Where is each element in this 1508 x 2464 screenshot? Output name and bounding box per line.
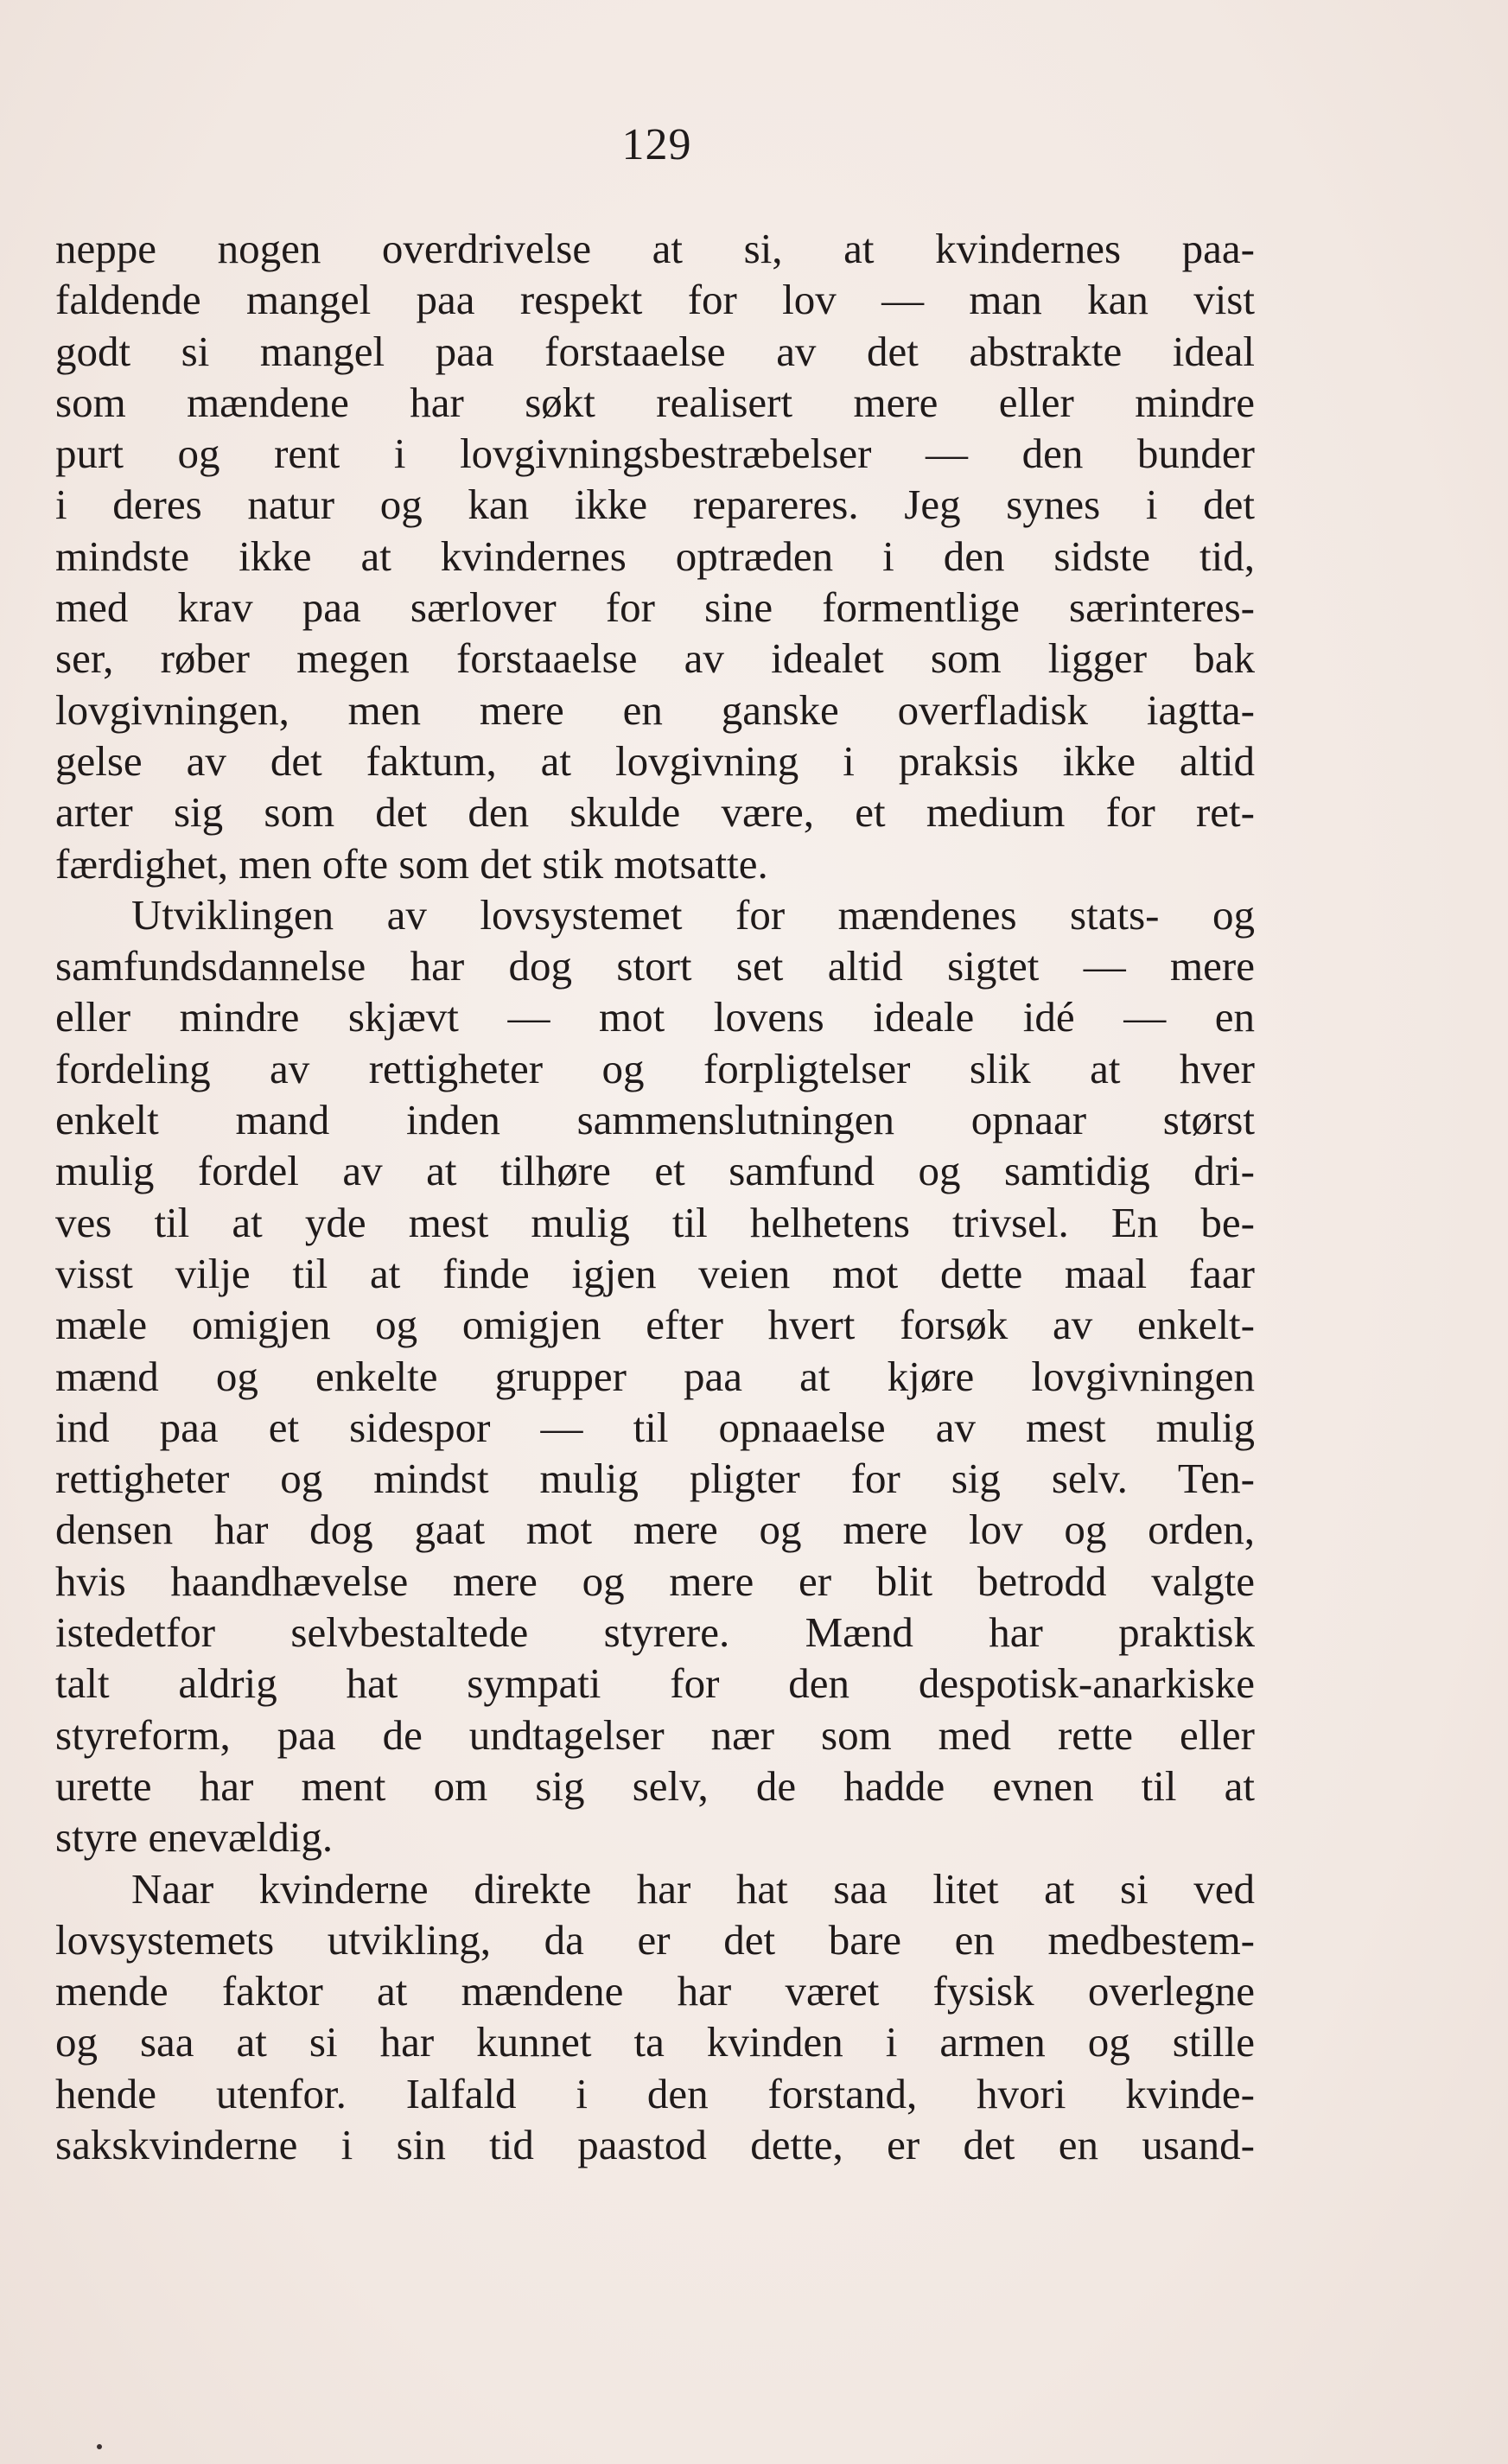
text-line: talt aldrig hat sympati for den despotisk-anarkiske bbox=[55, 1659, 1255, 1708]
text-line: ind paa et sidespor — til opnaaelse av mest mulig bbox=[55, 1403, 1255, 1451]
text-line: godt si mangel paa forstaaelse av det abstrakte ideal bbox=[55, 327, 1255, 375]
text-line: urette har ment om sig selv, de hadde evnen til at bbox=[55, 1761, 1255, 1810]
text-line: mindste ikke at kvindernes optræden i den sidste tid, bbox=[55, 532, 1255, 580]
text-line: lovsystemets utvikling, da er det bare en medbestem- bbox=[55, 1915, 1255, 1964]
text-line: mæle omigjen og omigjen efter hvert forsøk av enkelt- bbox=[55, 1301, 1255, 1349]
text-line: og saa at si har kunnet ta kvinden i armen og stille bbox=[55, 2018, 1255, 2066]
text-line: istedetfor selvbestaltede styrere. Mænd har praktisk bbox=[55, 1608, 1255, 1657]
text-line: Naar kvinderne direkte har hat saa litet at si ved bbox=[131, 1864, 1255, 1913]
text-line: styreform, paa de undtagelser nær som med rette eller bbox=[55, 1710, 1255, 1759]
text-line: som mændene har søkt realisert mere eller mindre bbox=[55, 378, 1255, 426]
text-line: faldende mangel paa respekt for lov — man kan vist bbox=[55, 276, 1255, 324]
text-line: visst vilje til at finde igjen veien mot dette maal faar bbox=[55, 1249, 1255, 1297]
text-line: arter sig som det den skulde være, et medium for ret- bbox=[55, 788, 1255, 837]
text-line: med krav paa særlover for sine formentlige særinteres- bbox=[55, 583, 1255, 632]
text-line: mende faktor at mændene har været fysisk overlegne bbox=[55, 1967, 1255, 2015]
text-line: sakskvinderne i sin tid paastod dette, er det en usand- bbox=[55, 2120, 1255, 2168]
text-line: færdighet, men ofte som det stik motsatte. bbox=[55, 839, 768, 888]
text-line: mænd og enkelte grupper paa at kjøre lovgivningen bbox=[55, 1352, 1255, 1400]
text-line: styre enevældig. bbox=[55, 1813, 334, 1862]
text-line: ves til at yde mest mulig til helhetens trivsel. En be- bbox=[55, 1198, 1255, 1246]
text-line: i deres natur og kan ikke repareres. Jeg synes i det bbox=[55, 481, 1255, 529]
text-line: hende utenfor. Ialfald i den forstand, hvori kvinde- bbox=[55, 2069, 1255, 2117]
text-line: purt og rent i lovgivningsbestræbelser — den bunder bbox=[55, 430, 1255, 478]
text-line: Utviklingen av lovsystemet for mændenes stats- og bbox=[131, 890, 1255, 939]
text-line: gelse av det faktum, at lovgivning i praksis ikke altid bbox=[55, 736, 1255, 785]
text-line: lovgivningen, men mere en ganske overfladisk iagtta- bbox=[55, 685, 1255, 734]
text-line: neppe nogen overdrivelse at si, at kvindernes paa- bbox=[55, 225, 1255, 272]
text-line: ser, røber megen forstaaelse av idealet som ligger bak bbox=[55, 634, 1255, 683]
text-line: hvis haandhævelse mere og mere er blit betrodd valgte bbox=[55, 1557, 1255, 1605]
text-line: eller mindre skjævt — mot lovens ideale idé — en bbox=[55, 993, 1255, 1041]
page-number: 129 bbox=[621, 120, 692, 169]
body-text bbox=[55, 223, 1255, 2170]
text-line: densen har dog gaat mot mere og mere lov og orden, bbox=[55, 1506, 1255, 1554]
paper-speck bbox=[97, 2444, 102, 2449]
text-line: rettigheter og mindst mulig pligter for sig selv. Ten- bbox=[55, 1455, 1255, 1503]
text-line: enkelt mand inden sammenslutningen opnaar størst bbox=[55, 1096, 1255, 1144]
text-line: fordeling av rettigheter og forpligtelser slik at hver bbox=[55, 1044, 1255, 1092]
text-line: mulig fordel av at tilhøre et samfund og samtidig dri- bbox=[55, 1147, 1255, 1195]
text-line: samfundsdannelse har dog stort set altid sigtet — mere bbox=[55, 942, 1255, 990]
